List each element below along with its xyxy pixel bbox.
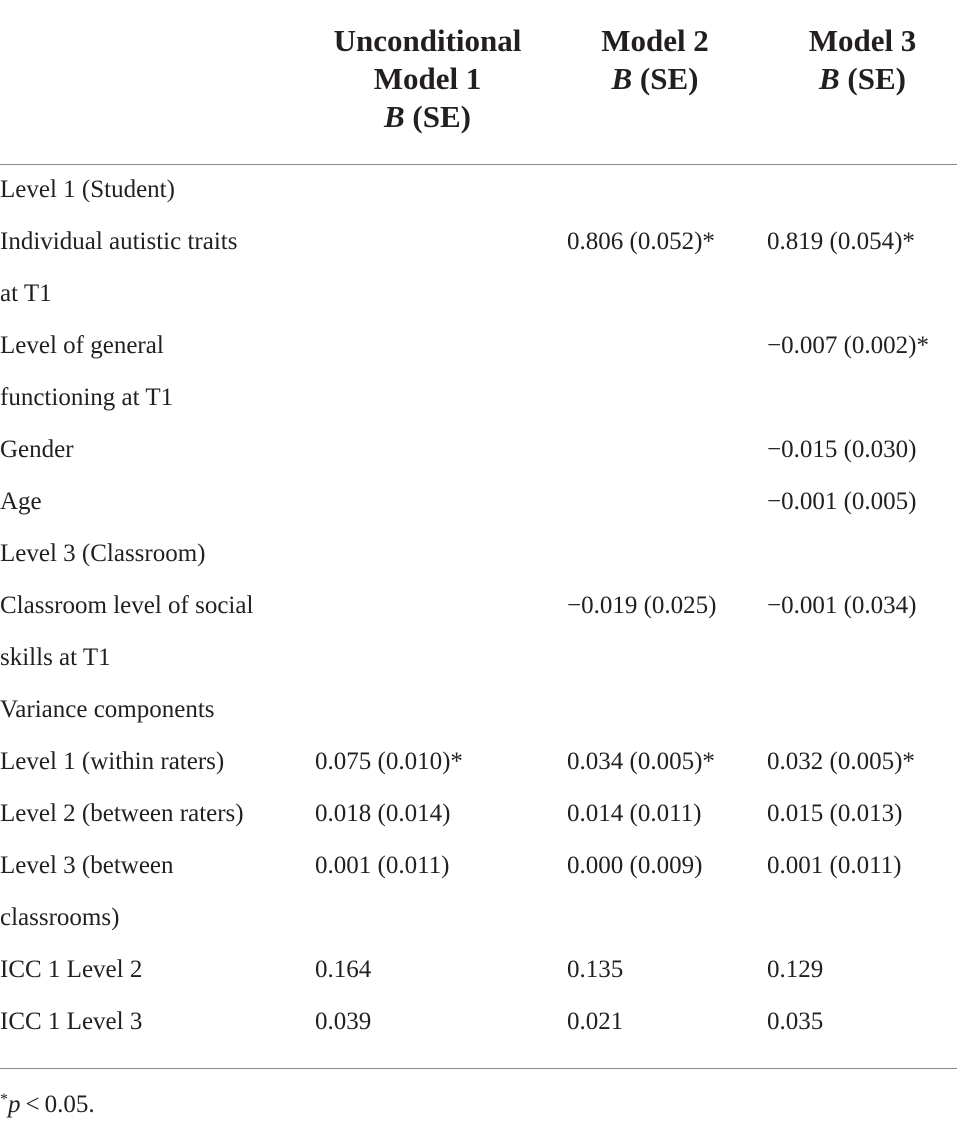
row-label: Level 3 (between — [0, 852, 174, 879]
cell-model-3: 0.001 (0.011) — [767, 852, 902, 879]
table-row — [0, 320, 957, 372]
cell-model-3: 0.819 (0.054)* — [767, 228, 915, 255]
row-label: skills at T1 — [0, 644, 111, 671]
table-row — [0, 736, 957, 788]
table-row — [0, 164, 957, 216]
footnote-symbol: p — [8, 1091, 21, 1118]
cell-model-1: 0.018 (0.014) — [315, 800, 451, 827]
table-row — [0, 788, 957, 840]
table-row — [0, 684, 957, 736]
cell-model-2: 0.000 (0.009) — [567, 852, 703, 879]
row-label: Level 3 (Classroom) — [0, 540, 206, 567]
row-label: Level 1 (Student) — [0, 176, 175, 203]
row-label: Level of general — [0, 332, 164, 359]
cell-model-3: −0.007 (0.002)* — [767, 332, 929, 359]
cell-model-2: 0.014 (0.011) — [567, 800, 702, 827]
row-label: Level 2 (between raters) — [0, 800, 244, 827]
cell-model-3: 0.035 — [767, 1008, 824, 1035]
table-row — [0, 476, 957, 528]
header-model-2-stat — [560, 60, 750, 98]
table-row — [0, 892, 957, 944]
row-label: Age — [0, 488, 42, 515]
cell-model-2: 0.135 — [567, 956, 624, 983]
table-row — [0, 632, 957, 684]
footnote-mark: * — [0, 1091, 8, 1108]
header-model-2 — [560, 22, 750, 98]
header-model-1-stat-rest: (SE) — [404, 99, 471, 134]
row-label: ICC 1 Level 3 — [0, 1008, 143, 1035]
table-footnote — [0, 1080, 95, 1125]
table-row — [0, 944, 957, 996]
row-label: functioning at T1 — [0, 384, 174, 411]
table-row — [0, 372, 957, 424]
footnote-text: < 0.05. — [20, 1091, 95, 1118]
table-row — [0, 216, 957, 268]
cell-model-1: 0.075 (0.010)* — [315, 748, 463, 775]
header-model-1-line-2: Model 1 — [373, 61, 482, 96]
row-label: Gender — [0, 436, 74, 463]
row-label: classrooms) — [0, 904, 120, 931]
table-row — [0, 528, 957, 580]
cell-model-1: 0.164 — [315, 956, 372, 983]
cell-model-2: 0.034 (0.005)* — [567, 748, 715, 775]
cell-model-3: 0.129 — [767, 956, 824, 983]
cell-model-1: 0.039 — [315, 1008, 372, 1035]
table-header — [0, 0, 957, 165]
cell-model-3: 0.015 (0.013) — [767, 800, 903, 827]
header-model-3-stat — [765, 60, 957, 98]
cell-model-3: −0.001 (0.034) — [767, 592, 917, 619]
header-model-1-stat — [300, 98, 555, 136]
header-model-2-stat-rest: (SE) — [632, 61, 699, 96]
cell-model-3: −0.001 (0.005) — [767, 488, 917, 515]
row-label: Individual autistic traits — [0, 228, 238, 255]
cell-model-3: 0.032 (0.005)* — [767, 748, 915, 775]
header-model-3-stat-symbol: B — [818, 61, 840, 96]
table-row — [0, 580, 957, 632]
row-label: ICC 1 Level 2 — [0, 956, 143, 983]
table-row — [0, 840, 957, 892]
header-model-3-stat-rest: (SE) — [839, 61, 906, 96]
header-model-1-stat-symbol: B — [383, 99, 405, 134]
header-model-1 — [300, 22, 555, 136]
cell-model-2: 0.021 — [567, 1008, 624, 1035]
table-bottom-divider — [0, 1068, 957, 1069]
header-model-1-line-1: Unconditional — [333, 23, 522, 58]
header-model-3-line-1: Model 3 — [808, 23, 917, 58]
header-model-2-stat-symbol: B — [611, 61, 633, 96]
table-row — [0, 996, 957, 1048]
table-row — [0, 424, 957, 476]
row-label: Variance components — [0, 696, 215, 723]
row-label: Level 1 (within raters) — [0, 748, 225, 775]
table-row — [0, 268, 957, 320]
header-model-3 — [765, 22, 957, 98]
cell-model-3: −0.015 (0.030) — [767, 436, 917, 463]
cell-model-1: 0.001 (0.011) — [315, 852, 450, 879]
row-label: at T1 — [0, 280, 52, 307]
header-model-2-line-1: Model 2 — [601, 23, 709, 58]
row-label: Classroom level of social — [0, 592, 254, 619]
cell-model-2: 0.806 (0.052)* — [567, 228, 715, 255]
cell-model-2: −0.019 (0.025) — [567, 592, 717, 619]
